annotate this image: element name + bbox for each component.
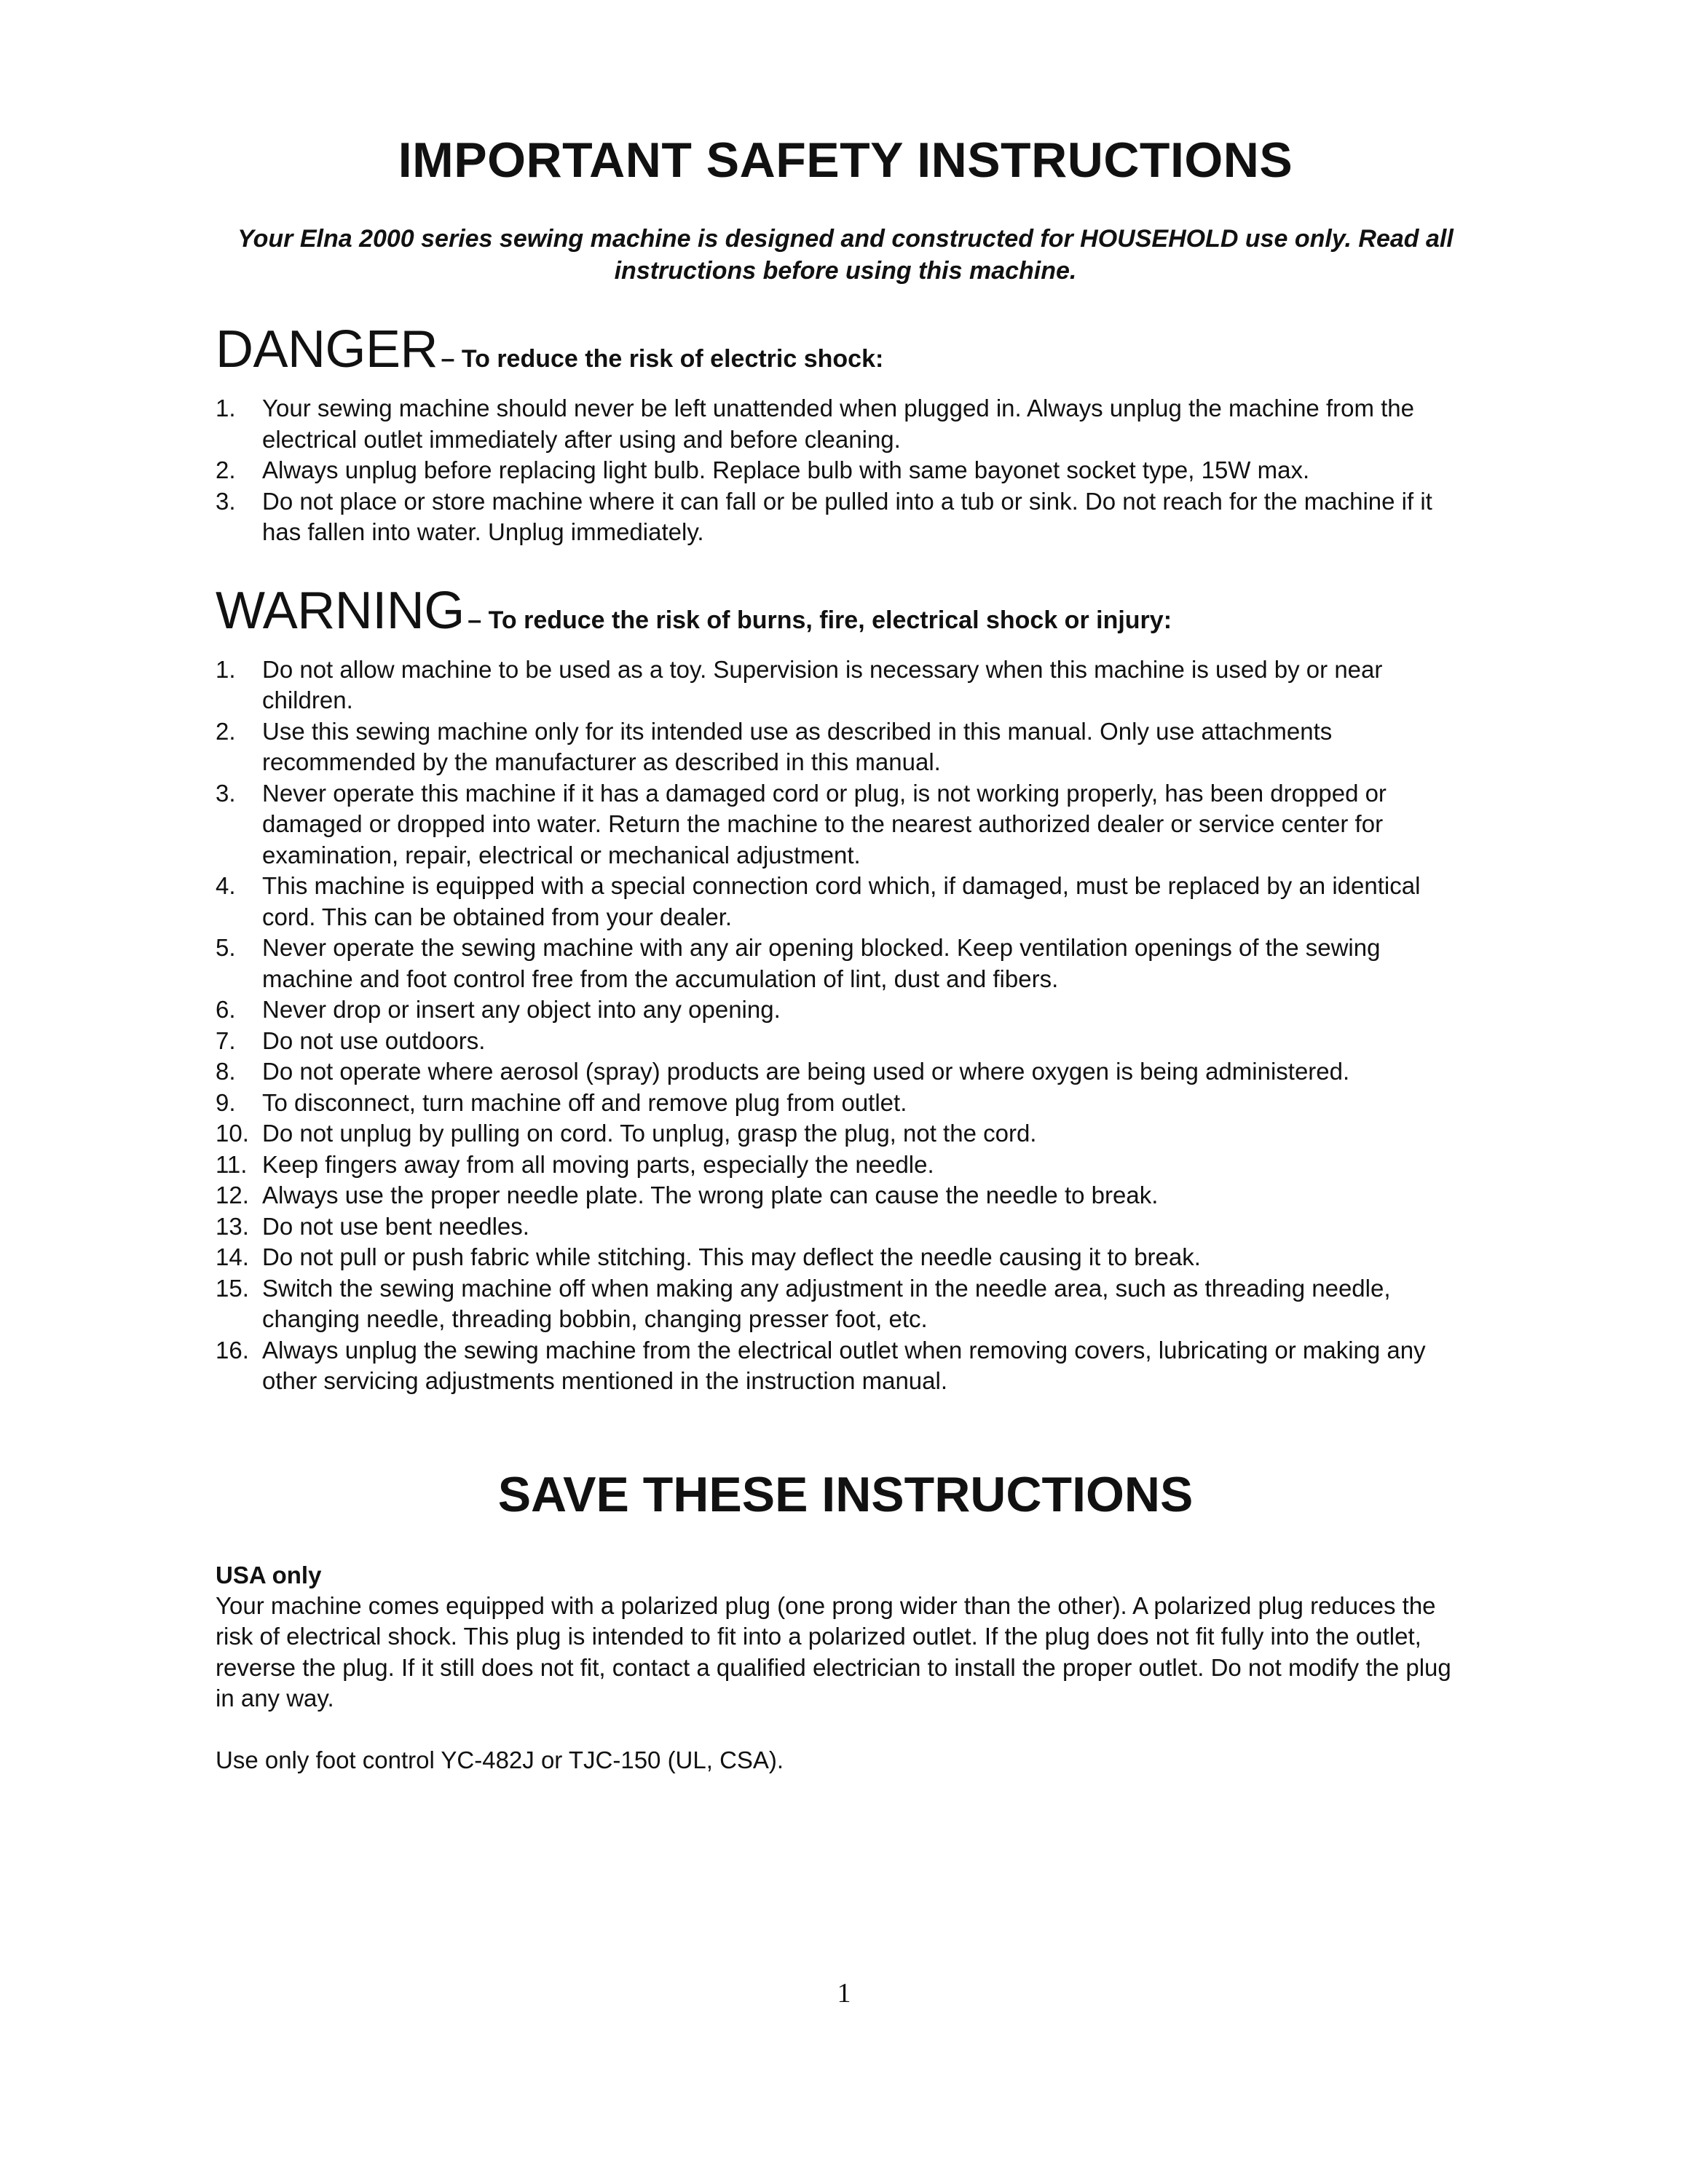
item-text: Always unplug the sewing machine from the electrical outlet when removing covers, lubricating or making any other servicing adjustments mentioned in the instruction manual. xyxy=(262,1336,1426,1394)
list-item xyxy=(216,1335,1475,1397)
list-item xyxy=(216,1056,1475,1088)
item-text: Do not operate where aerosol (spray) products are being used or where oxygen is being administered. xyxy=(262,1058,1350,1085)
danger-list xyxy=(216,393,1475,548)
list-item xyxy=(216,1088,1475,1119)
item-text: To disconnect, turn machine off and remove plug from outlet. xyxy=(262,1088,907,1116)
list-item xyxy=(216,1273,1475,1335)
item-text: Do not allow machine to be used as a toy. Supervision is necessary when this machine is used by or near children. xyxy=(262,655,1383,713)
list-item xyxy=(216,1118,1475,1150)
item-text: Do not place or store machine where it can fall or be pulled into a tub or sink. Do not reach for the machine if it has fallen into water. Unplug immediately. xyxy=(262,487,1432,545)
item-number: 6. xyxy=(216,996,236,1023)
usa-only-text: Your machine comes equipped with a polarized plug (one prong wider than the other). A polarized plug reduces the risk of electrical shock. This plug is intended to fit into a polarized outlet. If the plug does not fit fully into the outlet, reverse the plug. If it still does not fit, contact a qualified electrician to install the proper outlet. Do not modify the plug in any way. xyxy=(216,1591,1451,1712)
page-number: 1 xyxy=(837,1978,851,2009)
item-text: Do not pull or push fabric while stitching. This may deflect the needle causing it to break. xyxy=(262,1243,1201,1270)
foot-control-note: Use only foot control YC-482J or TJC-150 (UL, CSA). xyxy=(216,1746,784,1773)
page-content xyxy=(216,131,1475,1776)
item-number: 3. xyxy=(216,487,236,515)
danger-subheading: – To reduce the risk of electric shock: xyxy=(441,345,884,373)
item-text: Do not use outdoors. xyxy=(262,1026,486,1054)
item-text: Always unplug before replacing light bulb. Replace bulb with same bayonet socket type, 15W max. xyxy=(262,456,1310,483)
item-number: 1. xyxy=(216,655,236,683)
item-text: Your sewing machine should never be left unattended when plugged in. Always unplug the machine from the electrical outlet immediately after using and before cleaning. xyxy=(262,395,1414,453)
page-title: IMPORTANT SAFETY INSTRUCTIONS xyxy=(398,132,1293,188)
list-item xyxy=(216,1211,1475,1243)
list-item xyxy=(216,994,1475,1026)
item-number: 7. xyxy=(216,1026,236,1054)
item-text: This machine is equipped with a special connection cord which, if damaged, must be replaced by an identical cord. This can be obtained from your dealer. xyxy=(262,872,1421,930)
list-item xyxy=(216,1026,1475,1057)
item-number: 2. xyxy=(216,717,236,745)
item-number: 11. xyxy=(216,1150,248,1178)
list-item xyxy=(216,393,1475,455)
warning-label: WARNING xyxy=(216,581,465,640)
list-item xyxy=(216,455,1475,486)
item-number: 9. xyxy=(216,1088,236,1116)
list-item xyxy=(216,1180,1475,1211)
list-item xyxy=(216,486,1475,548)
item-text: Never operate the sewing machine with any air opening blocked. Keep ventilation openings of the sewing machine and foot control free from the accumulation of lint, dust and fibers. xyxy=(262,934,1381,992)
item-number: 13. xyxy=(216,1212,249,1240)
usa-only-heading: USA only xyxy=(216,1561,322,1588)
item-number: 1. xyxy=(216,395,236,422)
item-number: 4. xyxy=(216,872,236,899)
warning-list xyxy=(216,654,1475,1397)
list-item xyxy=(216,716,1475,778)
item-text: Switch the sewing machine off when making any adjustment in the needle area, such as threading needle, changing needle, threading bobbin, changing presser foot, etc. xyxy=(262,1274,1391,1332)
warning-subheading: – To reduce the risk of burns, fire, electrical shock or injury: xyxy=(468,606,1172,634)
item-text: Keep fingers away from all moving parts, especially the needle. xyxy=(262,1150,934,1178)
item-number: 16. xyxy=(216,1336,249,1364)
save-instructions-title: SAVE THESE INSTRUCTIONS xyxy=(497,1466,1194,1522)
item-text: Always use the proper needle plate. The wrong plate can cause the needle to break. xyxy=(262,1182,1159,1208)
list-item xyxy=(216,778,1475,871)
item-text: Never operate this machine if it has a damaged cord or plug, is not working properly, has been dropped or damaged or dropped into water. Return the machine to the nearest authorized dealer or service center for examination, repair, electrical or mechanical adjustment. xyxy=(262,779,1387,869)
list-item xyxy=(216,1242,1475,1273)
warning-heading xyxy=(216,582,1475,654)
item-number: 10. xyxy=(216,1120,249,1147)
item-text: Use this sewing machine only for its intended use as described in this manual. Only use attachments recommended by the manufacturer as described in this manual. xyxy=(262,717,1333,775)
list-item xyxy=(216,654,1475,716)
danger-heading xyxy=(216,320,1475,393)
item-number: 3. xyxy=(216,779,236,807)
list-item xyxy=(216,1150,1475,1181)
item-number: 5. xyxy=(216,934,236,961)
intro-text: Your Elna 2000 series sewing machine is designed and constructed for HOUSEHOLD use only. Read all instructions before using this machine. xyxy=(237,225,1454,285)
item-text: Never drop or insert any object into any opening. xyxy=(262,996,781,1023)
danger-label: DANGER xyxy=(216,320,438,379)
item-text: Do not unplug by pulling on cord. To unplug, grasp the plug, not the cord. xyxy=(262,1120,1037,1147)
item-number: 14. xyxy=(216,1243,249,1270)
item-text: Do not use bent needles. xyxy=(262,1212,529,1240)
list-item xyxy=(216,871,1475,933)
item-number: 15. xyxy=(216,1274,249,1302)
item-number: 8. xyxy=(216,1058,236,1085)
item-number: 2. xyxy=(216,456,236,483)
item-number: 12. xyxy=(216,1182,249,1208)
list-item xyxy=(216,933,1475,994)
